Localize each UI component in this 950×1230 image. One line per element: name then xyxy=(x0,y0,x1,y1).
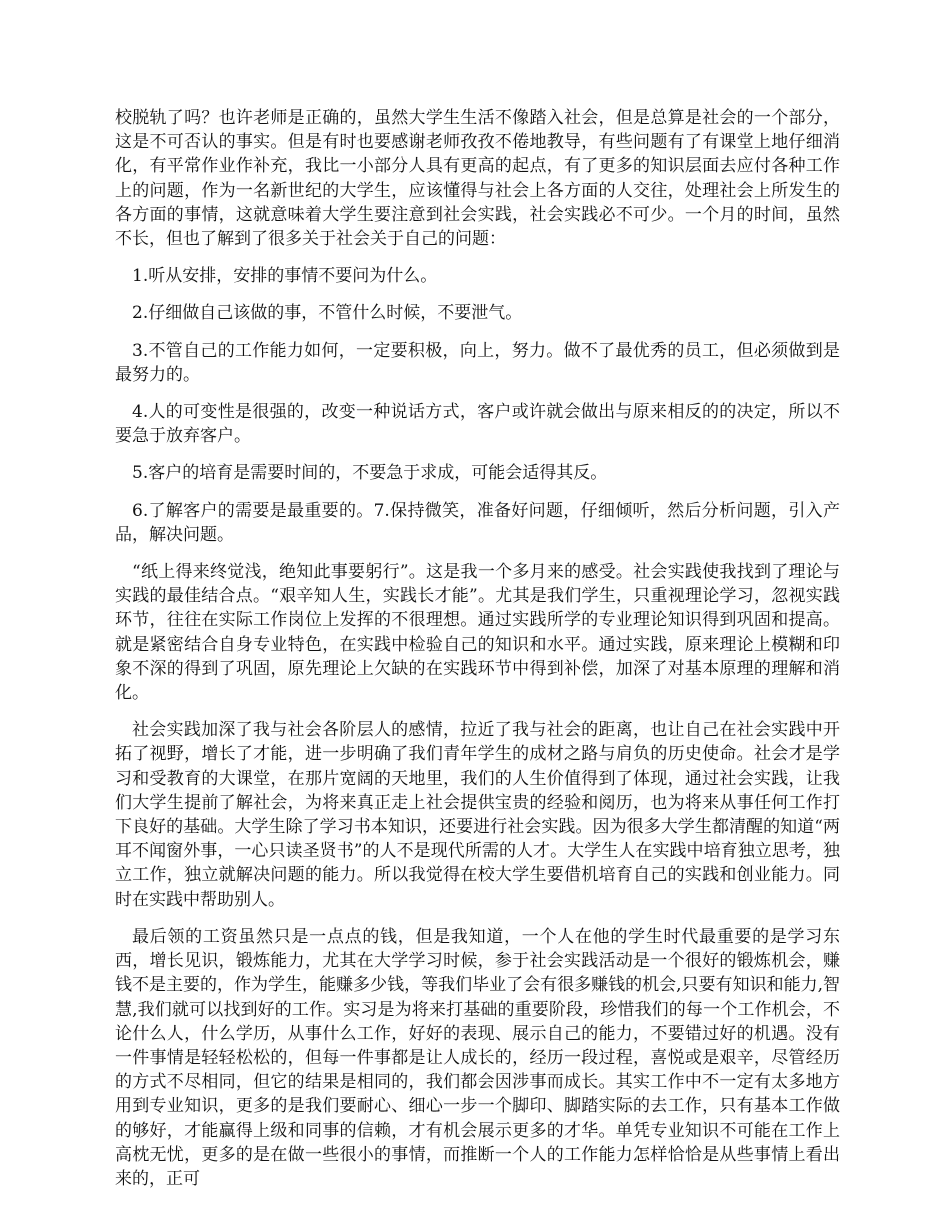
paragraph-social-practice: 社会实践加深了我与社会各阶层人的感情，拉近了我与社会的距离，也让自己在社会实践中开拓了视野，增长了才能，进一步明确了我们青年学生的成材之路与肩负的历史使命。社会才是学习和受教育的大课堂，在那片宽阔的天地里，我们的人生价值得到了体现，通过社会实践，让我们大学生提前了解社会，为将来真正走上社会提供宝贵的经验和阅历，也为将来从事任何工作打下良好的基础。大学生除了学习书本知识，还要进行社会实践。因为很多大学生都清醒的知道“两耳不闻窗外事，一心只读圣贤书”的人不是现代所需的人才。大学生人在实践中培育独立思考，独立工作，独立就解决问题的能力。所以我觉得在校大学生要借机培育自己的实践和创业能力。同时在实践中帮助别人。 xyxy=(115,720,840,910)
list-item-4: 4.人的可变性是很强的，改变一种说话方式，客户或许就会做出与原来相反的的决定，所以不要急于放弃客户。 xyxy=(115,402,840,447)
list-item-6-7: 6.了解客户的需要是最重要的。7.保持微笑，准备好问题，仔细倾听，然后分析问题，引入产品，解决问题。 xyxy=(115,500,840,545)
paragraph-final-wages: 最后领的工资虽然只是一点点的钱，但是我知道，一个人在他的学生时代最重要的是学习东西，增长见识，锻炼能力，尤其在大学学习时候，参于社会实践活动是一个很好的锻炼机会，赚钱不是主要的，作为学生，能赚多少钱，等我们毕业了会有很多赚钱的机会,只要有知识和能力,智慧,我们就可以找到好的工作。实习是为将来打基础的重要阶段，珍惜我们的每一个工作机会，不论什么人，什么学历，从事什么工作，好好的表现、展示自己的能力，不要错过好的机遇。没有一件事情是轻轻松松的，但每一件事都是让人成长的，经历一段过程，喜悦或是艰辛，尽管经历的方式不尽相同，但它的结果是相同的，我们都会因涉事而成长。其实工作中不一定有太多地方用到专业知识，更多的是我们要耐心、细心一步一个脚印、脚踏实际的去工作，只有基本工作做的够好，才能赢得上级和同事的信赖，才有机会展示更多的才华。单凭专业知识不可能在工作上高枕无忧，更多的是在做一些很小的事情，而推断一个人的工作能力怎样恰恰是从些事情上看出来的，正可 xyxy=(115,926,840,1189)
document-page xyxy=(115,106,840,1204)
list-item-1: 1.听从安排，安排的事情不要问为什么。 xyxy=(132,266,438,287)
list-item-2: 2.仔细做自己该做的事，不管什么时候，不要泄气。 xyxy=(132,303,523,324)
paragraph-intro: 校脱轨了吗？也许老师是正确的，虽然大学生生活不像踏入社会，但是总算是社会的一个部分，这是不可否认的事实。但是有时也要感谢老师孜孜不倦地教导，有些问题有了有课堂上地仔细消化，有平常作业作补充，我比一小部分人具有更高的起点，有了更多的知识层面去应付各种工作上的问题，作为一名新世纪的大学生，应该懂得与社会上各方面的人交往，处理社会上所发生的各方面的事情，这就意味着大学生要注意到社会实践，社会实践必不可少。一个月的时间，虽然不长，但也了解到了很多关于社会关于自己的问题： xyxy=(115,108,840,250)
list-item-3: 3.不管自己的工作能力如何，一定要积极，向上，努力。做不了最优秀的员工，但必须做到是最努力的。 xyxy=(115,340,840,385)
list-item-5: 5.客户的培育是需要时间的，不要急于求成，可能会适得其反。 xyxy=(132,463,608,484)
paragraph-practice-theory: “纸上得来终觉浅，绝知此事要躬行”。这是我一个多月来的感受。社会实践使我找到了理论与实践的最佳结合点。“艰辛知人生，实践长才能”。尤其是我们学生，只重视理论学习，忽视实践环节，往往在实际工作岗位上发挥的不很理想。通过实践所学的专业理论知识得到巩固和提高。就是紧密结合自身专业特色，在实践中检验自己的知识和水平。通过实践，原来理论上模糊和印象不深的得到了巩固，原先理论上欠缺的在实践环节中得到补偿，加深了对基本原理的理解和消化。 xyxy=(115,562,840,704)
